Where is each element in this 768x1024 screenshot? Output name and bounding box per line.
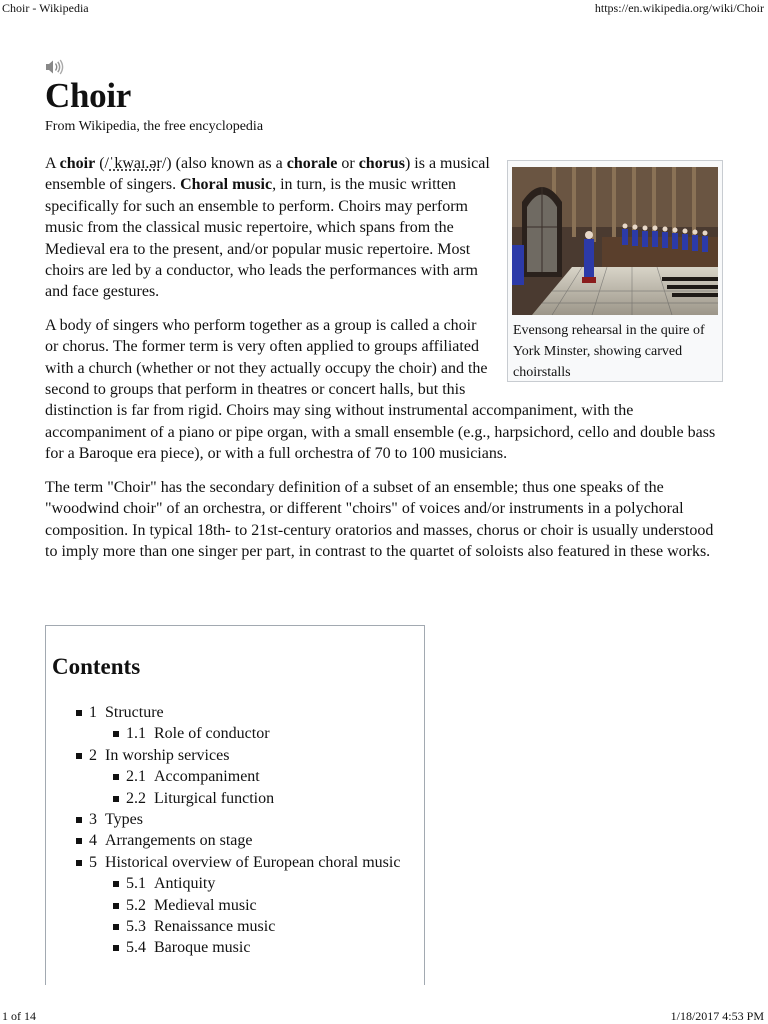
toc-number: 5 xyxy=(89,853,97,871)
speaker-icon[interactable] xyxy=(45,59,65,75)
toc-item[interactable] xyxy=(46,852,424,873)
toc-list xyxy=(46,702,424,959)
toc-item[interactable] xyxy=(46,745,424,766)
toc-item[interactable] xyxy=(46,723,424,744)
toc-label[interactable]: Structure xyxy=(105,704,164,721)
thumbnail xyxy=(507,160,723,382)
print-url: https://en.wikipedia.org/wiki/Choir xyxy=(594,1,764,15)
page-count: 1 of 14 xyxy=(2,1009,36,1023)
toc-number: 1 xyxy=(89,704,97,721)
toc-number: 5.1 xyxy=(126,875,146,893)
toc-item[interactable] xyxy=(46,937,424,958)
toc-label[interactable]: Liturgical function xyxy=(154,789,275,807)
toc-label[interactable]: Medieval music xyxy=(154,896,257,914)
toc-item[interactable] xyxy=(46,873,424,894)
toc-item[interactable] xyxy=(46,788,424,809)
toc-number: 2.2 xyxy=(126,789,146,807)
term-choir: choir xyxy=(59,155,96,172)
text-run: A xyxy=(45,155,60,172)
toc-label[interactable]: Arrangements on stage xyxy=(105,832,253,850)
tagline: From Wikipedia, the free encyclopedia xyxy=(45,119,264,134)
text-run: /) (also known as a xyxy=(161,155,287,172)
toc-label[interactable]: Baroque music xyxy=(154,939,251,957)
print-footer xyxy=(0,1008,768,1024)
article-body xyxy=(45,153,725,574)
text-run: or xyxy=(337,155,359,172)
print-header xyxy=(0,0,768,16)
text-run: (/ xyxy=(95,155,109,172)
toc-label[interactable]: Role of conductor xyxy=(154,725,270,743)
toc-number: 4 xyxy=(89,832,97,850)
toc-number: 2.1 xyxy=(126,768,146,786)
text-run: ) is a musical ensemble of singers. xyxy=(45,155,490,194)
toc-item[interactable] xyxy=(46,895,424,916)
print-timestamp: 1/18/2017 4:53 PM xyxy=(670,1009,764,1023)
choir-photo[interactable] xyxy=(512,167,718,315)
toc-number: 5.3 xyxy=(126,918,146,936)
text-run: , in turn, is the music written specifically for such an ensemble to perform. Choirs may perform music from the classical music repertoire, which spans from the Medieval era to the present, and/or popular music repertoire. Most choirs are led by a conductor, who leads the performances with arm and face gestures. xyxy=(45,176,478,301)
term-chorus: chorus xyxy=(358,155,405,172)
toc-item[interactable] xyxy=(46,766,424,787)
toc-label[interactable]: Historical overview of European choral music xyxy=(105,853,401,871)
print-page-title: Choir - Wikipedia xyxy=(2,1,89,15)
toc-number: 1.1 xyxy=(126,725,146,743)
toc-item[interactable] xyxy=(46,702,424,723)
term-chorale: chorale xyxy=(286,155,338,172)
intro-paragraph-3: The term "Choir" has the secondary definition of a subset of an ensemble; thus one speaks of the "woodwind choir" of an orchestra, or different "choirs" of voices and/or instruments in a polychoral composition. In typical 18th- to 21st-century oratorios and masses, chorus or choir is usually understood to imply more than one singer per part, in contrast to the quartet of soloists also featured in these works. xyxy=(45,478,714,560)
toc-title: Contents xyxy=(52,654,141,679)
toc-item[interactable] xyxy=(46,916,424,937)
table-of-contents xyxy=(45,625,425,985)
thumbnail-caption: Evensong rehearsal in the quire of York Minster, showing carved choirstalls xyxy=(513,323,705,380)
toc-label[interactable]: In worship services xyxy=(105,746,230,764)
toc-number: 5.4 xyxy=(126,939,146,957)
page-title: Choir xyxy=(45,76,132,115)
toc-number: 3 xyxy=(89,811,97,829)
toc-item[interactable] xyxy=(46,809,424,830)
toc-number: 2 xyxy=(89,746,97,764)
toc-label[interactable]: Types xyxy=(105,811,143,829)
toc-label[interactable]: Antiquity xyxy=(154,875,216,893)
toc-label[interactable]: Accompaniment xyxy=(154,768,260,786)
ipa-pronunciation[interactable]: ˈkwaɪ.ər xyxy=(109,155,162,172)
term-choral-music: Choral music xyxy=(180,176,273,194)
intro-paragraph-2: A body of singers who perform together as a group is called a choir or chorus. The former term is very often applied to groups affiliated with a church (whether or not they actually occupy the choir) and the second to groups that perform in theatres or concert halls, but this distinction is far from rigid. Choirs may sing without instrumental accompaniment, with the accompaniment of a piano or pipe organ, with a small ensemble (e.g., harpsichord, cello and double bass for a Baroque era piece), or with a full orchestra of 70 to 100 musicians. xyxy=(45,316,716,463)
toc-number: 5.2 xyxy=(126,896,146,914)
toc-label[interactable]: Renaissance music xyxy=(154,918,276,936)
toc-item[interactable] xyxy=(46,830,424,851)
